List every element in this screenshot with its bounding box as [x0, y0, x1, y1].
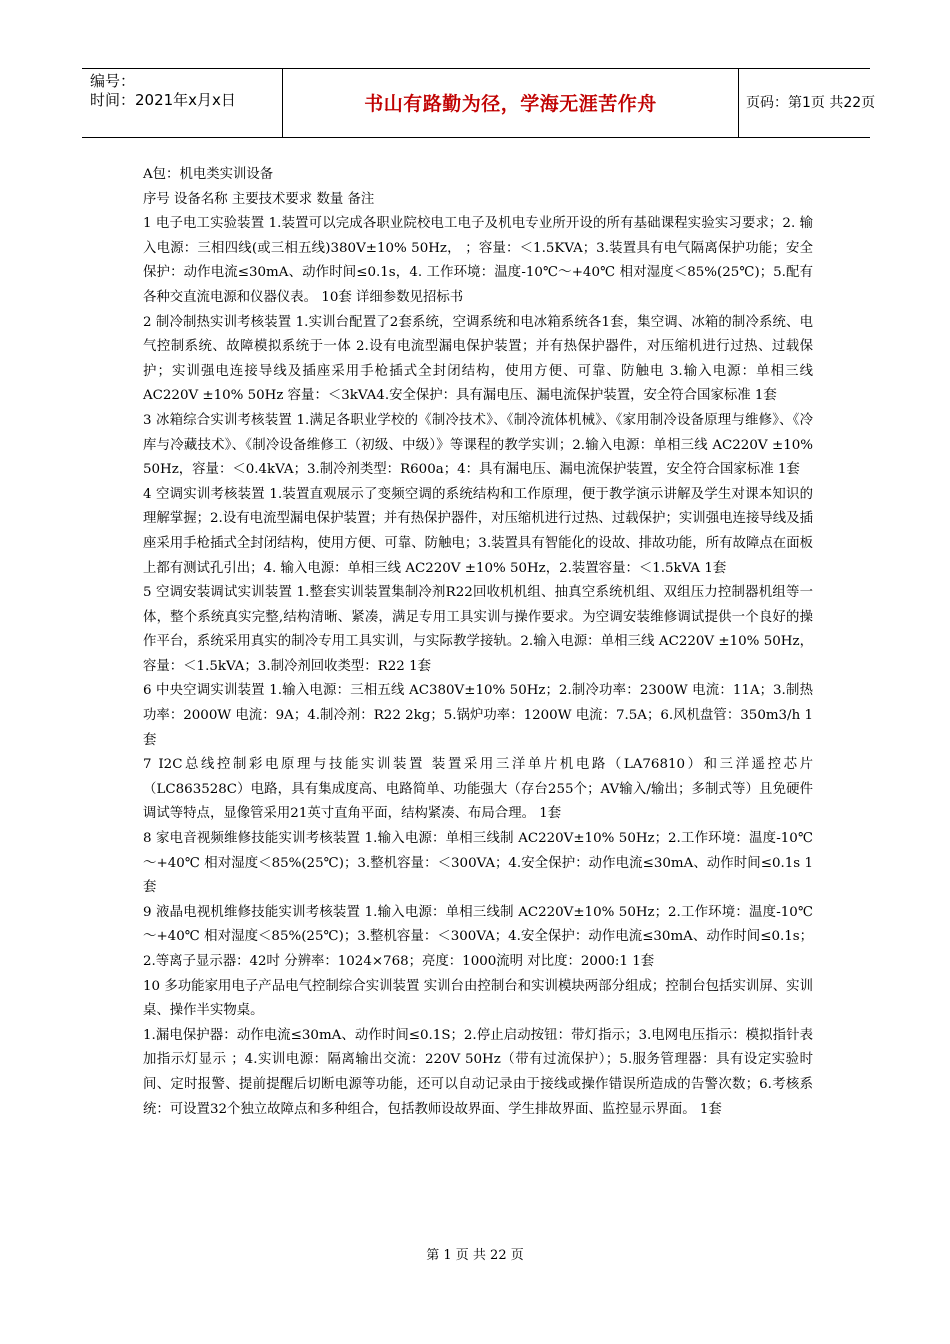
column-header-line: 序号 设备名称 主要技术要求 数量 备注 [143, 191, 375, 207]
equipment-item-3: 3 冰箱综合实训考核装置 1.满足各职业学校的《制冷技术》、《制冷流体机械》、《家用制冷设备原理与维修》、《冷库与冷藏技术》、《制冷设备维修工（初级、中级）》等课程的教学实训；2.输入电源：单相三线 AC220V ±10% 50Hz，容量：＜0.4kVA；3.制冷剂类型：R600a；4：具有漏电压、漏电流保护装置，安全符合国家标准 1套 [143, 412, 813, 478]
equipment-item-8: 8 家电音视频维修技能实训考核装置 1.输入电源：单相三线制 AC220V±10% 50Hz；2.工作环境：温度-10℃～+40℃ 相对湿度＜85%(25℃)；3.整机容量：＜300VA；4.安全保护：动作电流≤30mA、动作时间≤0.1s 1套 [143, 831, 813, 896]
section-title: A包：机电类实训设备 [143, 167, 274, 182]
equipment-item-10: 10 多功能家用电子产品电气控制综合实训装置 实训台由控制台和实训模块两部分组成；控制台包括实训屏、实训桌、操作半实物桌。 [143, 978, 813, 1019]
header-page-info: 页码：第1页 共22页 [746, 95, 876, 111]
equipment-item-7: 7 I2C总线控制彩电原理与技能实训装置 装置采用三洋单片机电路（LA76810）和三洋遥控芯片（LC863528C）电路，具有集成度高、电路简单、功能强大（存台255个；AV输入/输出；多制式等）且免硬件调试等特点，显像管采用21英寸直角平面，结构紧凑、布局合理。 1套 [143, 757, 813, 822]
document-date: 时间：2021年x月x日 [90, 91, 236, 109]
equipment-item-1: 1 电子电工实验装置 1.装置可以完成各职业院校电工电子及机电专业所开设的所有基础课程实验实习要求；2. 输入电源：三相四线(或三相五线)380V±10% 50Hz， ；容量：＜1.5KVA；3.装置具有电气隔离保护功能；安全保护：动作电流≤30mA、动作时间≤0.1s，4. 工作环境：温度-10℃～+40℃ 相对湿度＜85%(25℃)；5.配有各种交直流电源和仪器仪表。 10套 详细参数见招标书 [143, 216, 813, 305]
page-footer: 第 1 页 共 22 页 [426, 1248, 524, 1263]
document-id-label: 编号： [90, 72, 136, 90]
document-body [143, 163, 813, 1122]
header-motto: 书山有路勤为径，学海无涯苦作舟 [364, 93, 657, 115]
equipment-item-10-details: 1.漏电保护器：动作电流≤30mA、动作时间≤0.1S；2.停止启动按钮：带灯指示；3.电网电压指示：模拟指针表加指示灯显示 ；4.实训电源：隔离输出交流：220V 50Hz（带有过流保护）；5.服务管理器：具有设定实验时间、定时报警、提前提醒后切断电源等功能，还可以自动记录由于接线或操作错误所造成的告警次数；6.考核系统：可设置32个独立故障点和多种组合，包括教师设故界面、学生排故界面、监控显示界面。 1套 [143, 1027, 813, 1117]
equipment-item-5: 5 空调安装调试实训装置 1.整套实训装置集制冷剂R22回收机机组、抽真空系统机组、双组压力控制器机组等一体，整个系统真实完整,结构清晰、紧凑，满足专用工具实训与操作要求。为空调安装维修调试提供一个良好的操作平台，系统采用真实的制冷专用工具实训，与实际教学接轨。2.输入电源：单相三线 AC220V ±10% 50Hz，容量：＜1.5kVA；3.制冷剂回收类型：R22 1套 [143, 585, 813, 674]
header-right-cell [738, 69, 876, 137]
equipment-item-4: 4 空调实训考核装置 1.装置直观展示了变频空调的系统结构和工作原理，便于教学演示讲解及学生对课本知识的理解掌握；2.设有电流型漏电保护装置；并有热保护器件，对压缩机进行过热、过载保护；实训强电连接导线及插座采用手枪插式全封闭结构，使用方便、可靠、防触电；3.装置具有智能化的设故、排故功能，所有故障点在面板上都有测试孔引出；4. 输入电源：单相三线 AC220V ±10% 50Hz，2.装置容量：＜1.5kVA 1套 [143, 486, 813, 576]
equipment-item-9: 9 液晶电视机维修技能实训考核装置 1.输入电源：单相三线制 AC220V±10% 50Hz；2.工作环境：温度-10℃～+40℃ 相对湿度＜85%(25℃)；3.整机容量：＜300VA；4.安全保护：动作电流≤30mA、动作时间≤0.1s；2.等离子显示器：42吋 分辨率：1024×768；亮度：1000流明 对比度：2000:1 1套 [143, 904, 813, 969]
header-left-cell [82, 69, 282, 137]
header-middle-cell [282, 69, 739, 137]
equipment-item-6: 6 中央空调实训装置 1.输入电源：三相五线 AC380V±10% 50Hz；2.制冷功率：2300W 电流：11A；3.制热功率：2000W 电流：9A；4.制冷剂：R22 2kg；5.锅炉功率：1200W 电流：7.5A；6.风机盘管：350m3/h 1套 [143, 683, 813, 748]
equipment-item-2: 2 制冷制热实训考核装置 1.实训台配置了2套系统，空调系统和电冰箱系统各1套，集空调、冰箱的制冷系统、电气控制系统、故障模拟系统于一体 2.设有电流型漏电保护装置；并有热保护器件，对压缩机进行过热、过载保护；实训强电连接导线及插座采用手枪插式全封闭结构，使用方便、可靠、防触电 3.输入电源：单相三线 AC220V ±10% 50Hz 容量：＜3kVA4.安全保护：具有漏电压、漏电流保护装置，安全符合国家标准 1套 [143, 314, 813, 404]
page-header [82, 68, 876, 138]
